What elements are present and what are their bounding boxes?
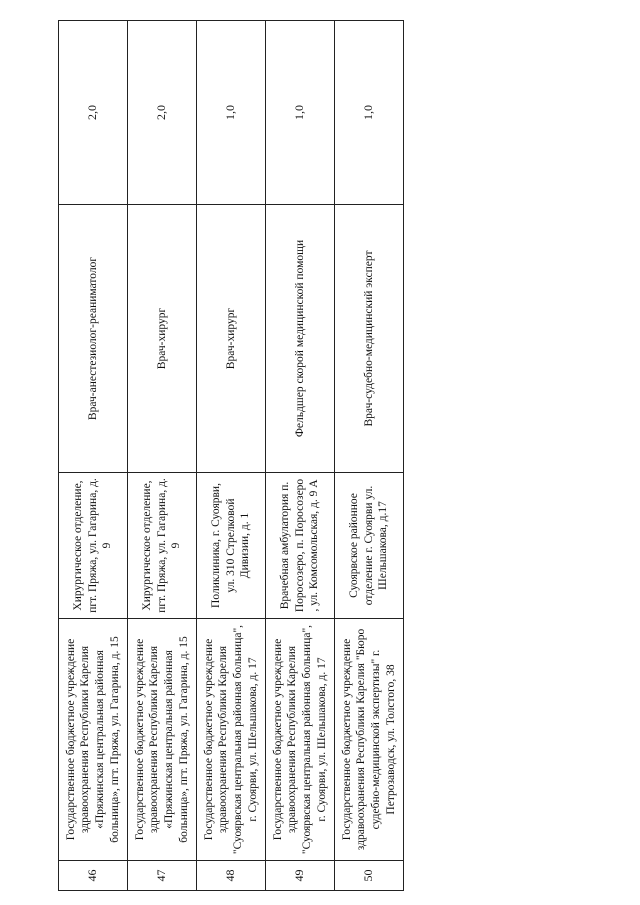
position-cell: Фельдшер скорой медицинской помощи bbox=[266, 205, 335, 473]
position-cell: Врач-хирург bbox=[128, 205, 197, 473]
row-number: 47 bbox=[128, 861, 197, 891]
rate-cell: 1,0 bbox=[335, 21, 404, 205]
organization-cell: Государственное бюджетное учреждение здравоохранения Республики Карелия "Бюро судебно-медицинской экспертизы" г. Петрозаводск, ул. Толстого, 38 bbox=[335, 619, 404, 861]
address-cell: Хирургическое отделение, пгт. Пряжа, ул. Гагарина, д. 9 bbox=[128, 473, 197, 619]
rate-cell: 1,0 bbox=[266, 21, 335, 205]
row-number: 49 bbox=[266, 861, 335, 891]
vacancy-table bbox=[58, 20, 404, 891]
position-cell: Врач-судебно-медицинский эксперт bbox=[335, 205, 404, 473]
rate-cell: 2,0 bbox=[128, 21, 197, 205]
rate-cell: 1,0 bbox=[197, 21, 266, 205]
row-number: 50 bbox=[335, 861, 404, 891]
address-cell: Суоярвское районное отделение г. Суоярви ул. Шельшакова, д.17 bbox=[335, 473, 404, 619]
table-row bbox=[197, 21, 266, 891]
organization-cell: Государственное бюджетное учреждение здравоохранения Республики Карелия «Пряжинская центральная районная больница», пгт. Пряжа, ул. Гагарина, д. 15 bbox=[128, 619, 197, 861]
rate-cell: 2,0 bbox=[59, 21, 128, 205]
table-row bbox=[335, 21, 404, 891]
position-cell: Врач-анестезиолог-реаниматолог bbox=[59, 205, 128, 473]
rotated-table-container bbox=[58, 21, 404, 891]
organization-cell: Государственное бюджетное учреждение здравоохранения Республики Карелия "Суоярвская центральная районная больница", г. Суоярви, ул. Шельшакова, д. 17 bbox=[266, 619, 335, 861]
row-number: 46 bbox=[59, 861, 128, 891]
address-cell: Врачебная амбулатория п. Поросозеро, п. Поросозеро , ул. Комсомольская, д. 9 А bbox=[266, 473, 335, 619]
position-cell: Врач-хирург bbox=[197, 205, 266, 473]
row-number: 48 bbox=[197, 861, 266, 891]
organization-cell: Государственное бюджетное учреждение здравоохранения Республики Карелия "Суоярвская центральная районная больница", г. Суоярви, ул. Шельшакова, д. 17 bbox=[197, 619, 266, 861]
organization-cell: Государственное бюджетное учреждение здравоохранения Республики Карелия «Пряжинская центральная районная больница», пгт. Пряжа, ул. Гагарина, д. 15 bbox=[59, 619, 128, 861]
address-cell: Поликлиника, г. Суоярви, ул. 310 Стрелковой Дивизии, д. 1 bbox=[197, 473, 266, 619]
table-row bbox=[128, 21, 197, 891]
table-row bbox=[59, 21, 128, 891]
address-cell: Хирургическое отделение, пгт. Пряжа, ул. Гагарина, д. 9 bbox=[59, 473, 128, 619]
table-row bbox=[266, 21, 335, 891]
